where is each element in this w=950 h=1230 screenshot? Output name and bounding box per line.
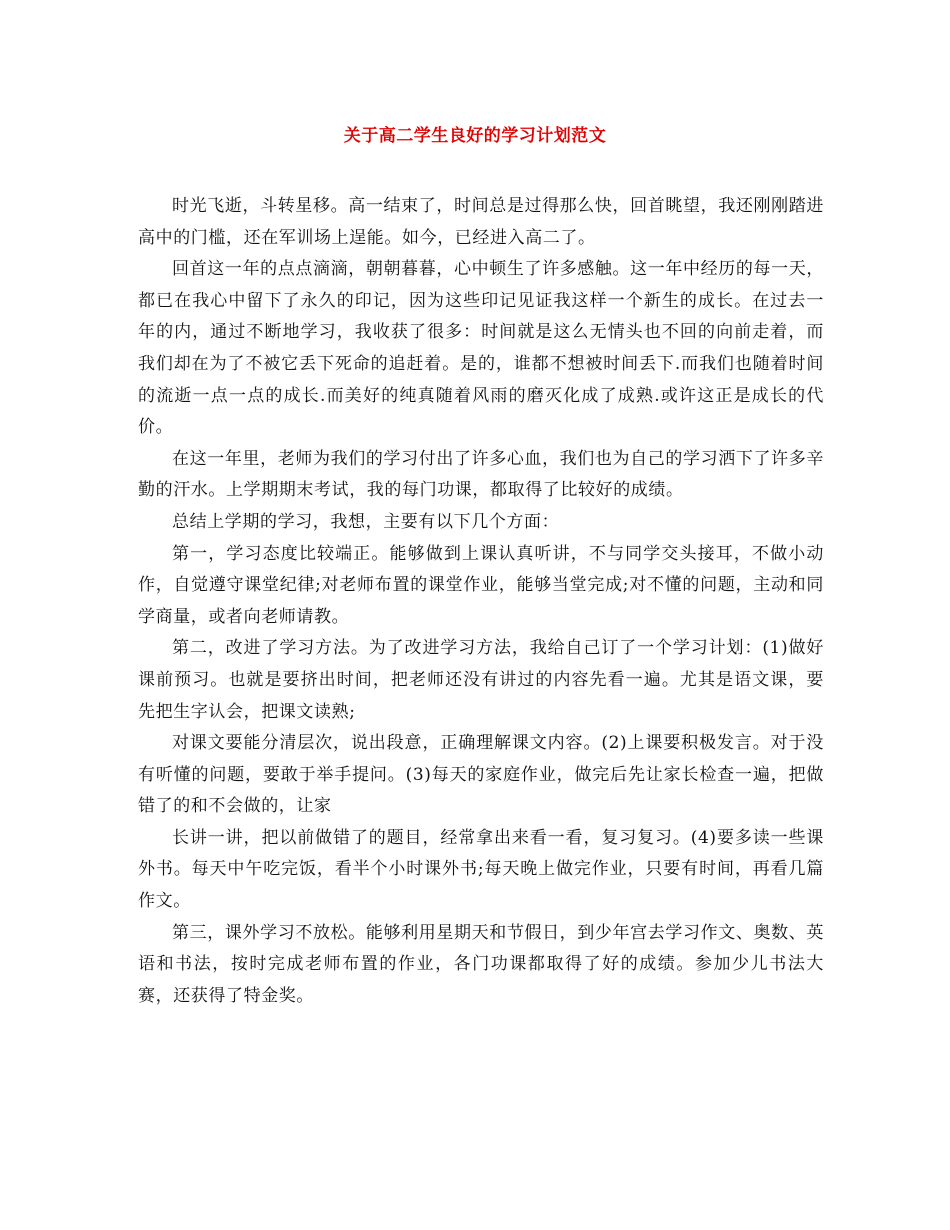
paragraph: 第二，改进了学习方法。为了改进学习方法，我给自己订了一个学习计划：(1)做好课前预习。也就是要挤出时间，把老师还没有讲过的内容先看一遍。尤其是语文课，要先把生字认会，把课文读熟;	[138, 638, 824, 722]
paragraph: 长讲一讲，把以前做错了的题目，经常拿出来看一看，复习复习。(4)要多读一些课外书。每天中午吃完饭，看半个小时课外书;每天晚上做完作业，只要有时间，再看几篇作文。	[138, 827, 824, 912]
paragraph: 第一，学习态度比较端正。能够做到上课认真听讲，不与同学交头接耳，不做小动作，自觉遵守课堂纪律;对老师布置的课堂作业，能够当堂完成;对不懂的问题，主动和同学商量，或者向老师请教。	[138, 543, 824, 627]
document-body	[138, 191, 824, 1012]
paragraph: 在这一年里，老师为我们的学习付出了许多心血，我们也为自己的学习洒下了许多辛勤的汗水。上学期期末考试，我的每门功课，都取得了比较好的成绩。	[138, 448, 824, 501]
paragraph: 对课文要能分清层次，说出段意，正确理解课文内容。(2)上课要积极发言。对于没有听懂的问题，要敢于举手提问。(3)每天的家庭作业，做完后先让家长检查一遍，把做错了的和不会做的，让家	[138, 733, 824, 817]
paragraph: 总结上学期的学习，我想，主要有以下几个方面：	[172, 511, 560, 532]
paragraph: 第三，课外学习不放松。能够利用星期天和节假日，到少年宫去学习作文、奥数、英语和书法，按时完成老师布置的作业，各门功课都取得了好的成绩。参加少儿书法大赛，还获得了特金奖。	[138, 922, 824, 1006]
paragraph: 时光飞逝，斗转星移。高一结束了，时间总是过得那么快，回首眺望，我还刚刚踏进高中的门槛，还在军训场上逞能。如今，已经进入高二了。	[138, 196, 824, 248]
document-title: 关于高二学生良好的学习计划范文	[343, 126, 607, 146]
paragraph: 回首这一年的点点滴滴，朝朝暮暮，心中顿生了许多感触。这一年中经历的每一天，都已在我心中留下了永久的印记，因为这些印记见证我这样一个新生的成长。在过去一年的内，通过不断地学习，我收获了很多：时间就是这么无情头也不回的向前走着，而我们却在为了不被它丢下死命的追赶着。是的，谁都不想被时间丢下.而我们也随着时间的流逝一点一点的成长.而美好的纯真随着风雨的磨灭化成了成熟.或许这正是成长的代价。	[138, 259, 824, 438]
